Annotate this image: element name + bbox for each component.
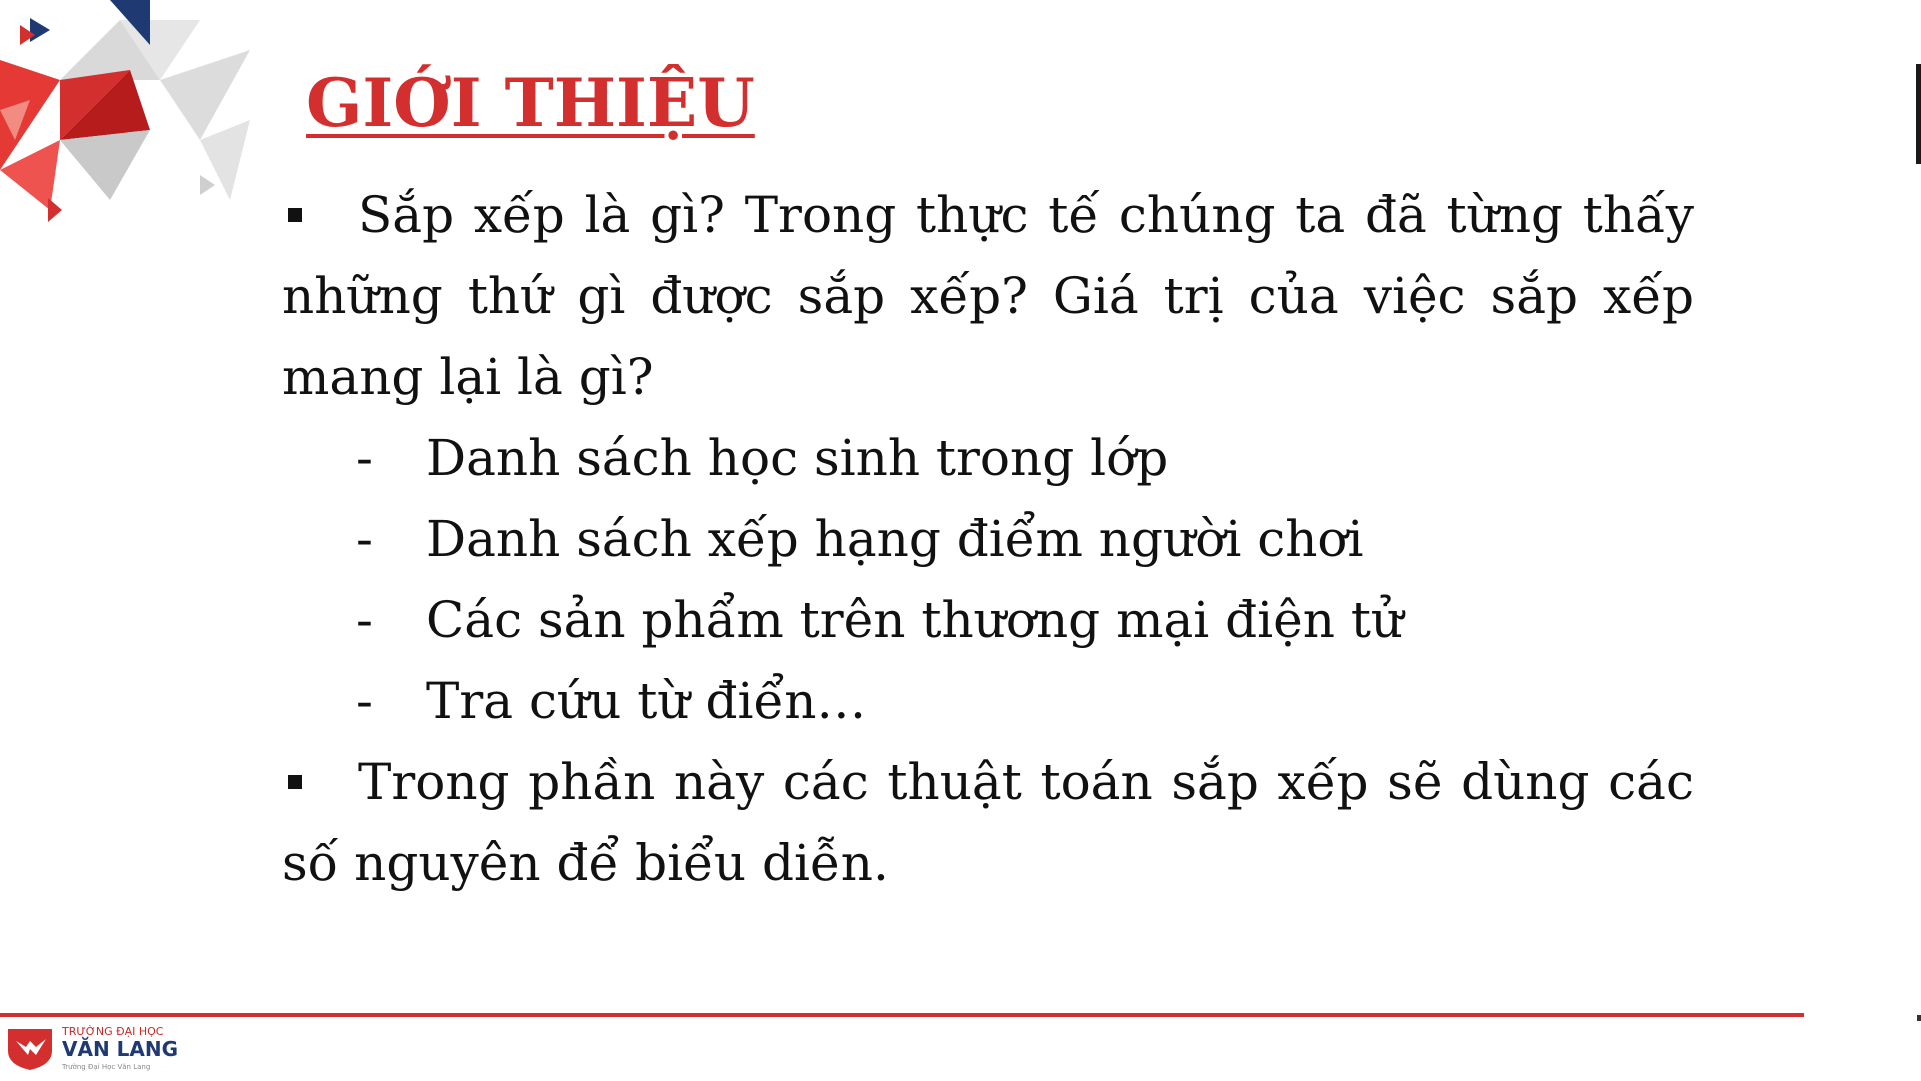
paragraph-2-text: Trong phần này các thuật toán sắp xếp sẽ dùng các số nguyên để biểu diễn. (282, 753, 1694, 892)
sub-list (282, 418, 1694, 742)
van-lang-logo-icon (6, 1025, 54, 1071)
footer-edge-tick (1917, 1015, 1921, 1021)
bullet-paragraph-2 (282, 742, 1694, 904)
corner-decoration (0, 0, 260, 230)
list-item (282, 499, 1694, 580)
square-bullet-icon (288, 775, 302, 789)
dash-bullet: - (356, 510, 373, 568)
bullet-paragraph-1 (282, 175, 1694, 418)
footer-divider (0, 1013, 1804, 1017)
list-item-text: Danh sách xếp hạng điểm người chơi (426, 510, 1364, 568)
dash-bullet: - (356, 672, 373, 730)
list-item-text: Các sản phẩm trên thương mại điện tử (426, 591, 1404, 649)
slide-title: GIỚI THIỆU (306, 64, 755, 142)
square-bullet-icon (288, 208, 302, 222)
university-logo (6, 1025, 181, 1075)
list-item (282, 661, 1694, 742)
logo-line-2: VĂN LANG (62, 1037, 179, 1061)
logo-line-1: TRƯỜNG ĐẠI HỌC (62, 1025, 164, 1038)
slide-content (282, 175, 1694, 904)
list-item (282, 418, 1694, 499)
dash-bullet: - (356, 591, 373, 649)
dash-bullet: - (356, 429, 373, 487)
list-item (282, 580, 1694, 661)
list-item-text: Tra cứu từ điển… (426, 672, 867, 730)
logo-line-3: Trường Đại Học Văn Lang (62, 1063, 151, 1071)
paragraph-1-text: Sắp xếp là gì? Trong thực tế chúng ta đã từng thấy những thứ gì được sắp xếp? Giá trị của việc sắp xếp mang lại là gì? (282, 186, 1694, 406)
right-edge-mark (1916, 64, 1921, 164)
list-item-text: Danh sách học sinh trong lớp (426, 429, 1169, 487)
